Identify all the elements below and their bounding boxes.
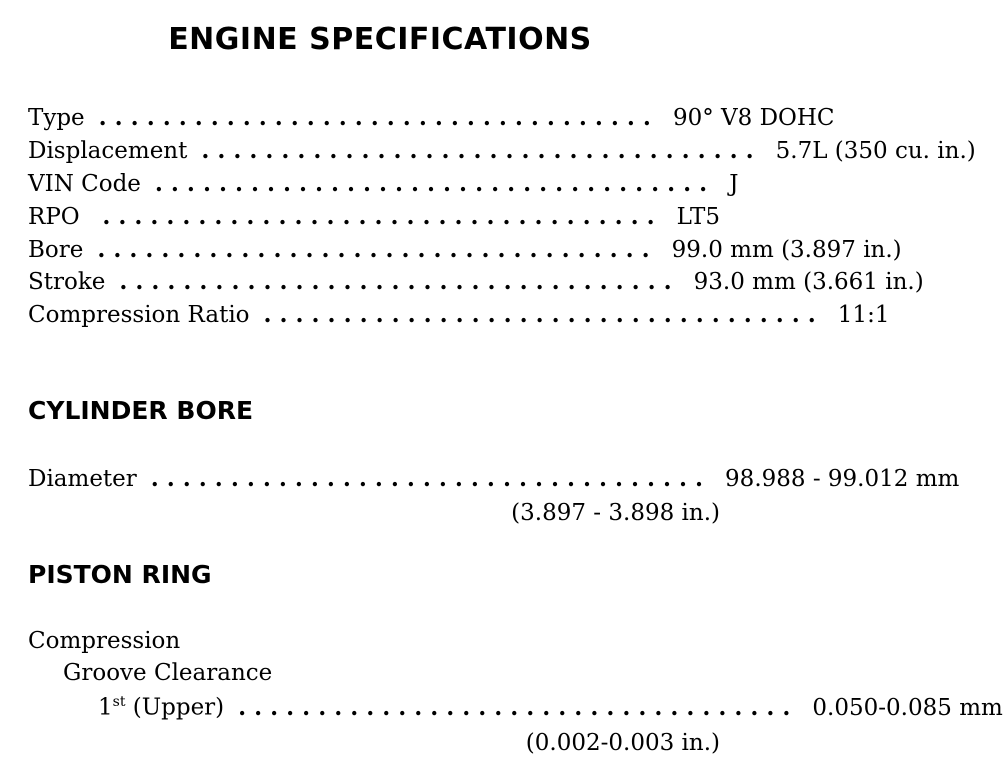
spec-value: 93.0 mm (3.661 in.) bbox=[693, 269, 924, 295]
spec-row-stroke bbox=[28, 268, 924, 300]
cylinder-bore-heading: CYLINDER BORE bbox=[28, 396, 254, 425]
compression-group-label: Compression bbox=[28, 628, 181, 654]
first-upper-inches-value: (0.002-0.003 in.) bbox=[525, 730, 720, 756]
dot-leader: ................................... bbox=[119, 268, 680, 295]
spec-label: Displacement bbox=[28, 138, 188, 164]
spec-label: Stroke bbox=[28, 269, 106, 295]
spec-label: VIN Code bbox=[28, 171, 141, 197]
dot-leader: ................................... bbox=[102, 203, 663, 230]
spec-label: Type bbox=[28, 105, 85, 131]
dot-leader: ................................... bbox=[97, 236, 658, 263]
spec-label: 1st (Upper) bbox=[98, 694, 225, 721]
spec-row-vin-code bbox=[28, 170, 739, 202]
dot-leader: ................................... bbox=[154, 170, 716, 197]
spec-value: 0.050-0.085 mm bbox=[812, 695, 1003, 721]
spec-row-type bbox=[28, 104, 835, 136]
spec-value: 99.0 mm (3.897 in.) bbox=[671, 237, 902, 263]
diameter-inches-value: (3.897 - 3.898 in.) bbox=[511, 500, 720, 526]
spec-value: J bbox=[729, 171, 739, 197]
spec-value: 98.988 - 99.012 mm bbox=[725, 466, 960, 492]
spec-label: Bore bbox=[28, 237, 84, 263]
spec-row-displacement bbox=[28, 137, 976, 169]
dot-leader: ................................... bbox=[98, 104, 659, 131]
spec-value: 5.7L (350 cu. in.) bbox=[775, 138, 976, 164]
page-title: ENGINE SPECIFICATIONS bbox=[168, 22, 592, 57]
spec-label: Diameter bbox=[28, 466, 137, 492]
spec-row-diameter bbox=[28, 465, 960, 497]
spec-row-compression-ratio bbox=[28, 301, 890, 333]
spec-row-bore bbox=[28, 236, 902, 268]
dot-leader: ................................... bbox=[201, 137, 762, 164]
dot-leader: ................................... bbox=[150, 465, 712, 492]
spec-value: 11:1 bbox=[837, 302, 890, 328]
spec-value: 90° V8 DOHC bbox=[672, 105, 835, 131]
groove-clearance-label: Groove Clearance bbox=[63, 660, 273, 686]
spec-row-rpo bbox=[28, 203, 720, 235]
dot-leader: ................................... bbox=[263, 301, 824, 328]
spec-value: LT5 bbox=[676, 204, 720, 230]
spec-label: Compression Ratio bbox=[28, 302, 250, 328]
dot-leader: ................................... bbox=[238, 694, 799, 721]
piston-ring-heading: PISTON RING bbox=[28, 560, 212, 589]
spec-row-first-upper bbox=[98, 694, 1003, 726]
spec-label: RPO bbox=[28, 204, 80, 230]
